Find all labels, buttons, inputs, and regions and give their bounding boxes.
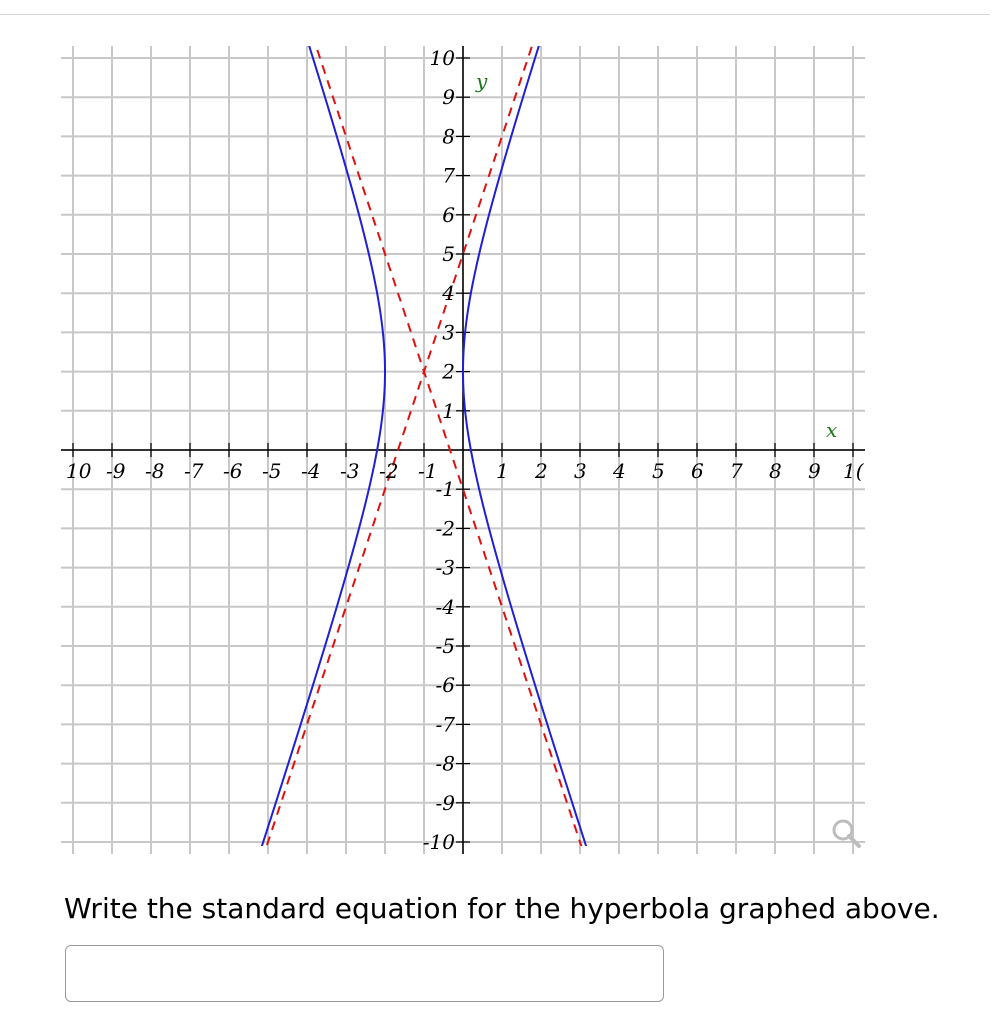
axes <box>61 46 865 854</box>
y-tick-label: -4 <box>435 594 455 619</box>
y-tick-label: -1 <box>435 477 455 502</box>
x-tick-label: -4 <box>301 459 321 483</box>
y-axis-label: y <box>476 69 488 93</box>
y-tick-label: -5 <box>435 634 455 658</box>
x-axis-label: x <box>826 418 838 442</box>
x-tick-label: -8 <box>145 459 165 483</box>
x-tick-label: 7 <box>730 459 743 483</box>
y-tick-label: -9 <box>435 790 455 815</box>
x-tick-label: 8 <box>769 459 782 483</box>
y-tick-label: 5 <box>442 242 455 266</box>
x-tick-label: -7 <box>184 459 204 483</box>
x-tick-label: 2 <box>535 459 548 483</box>
x-tick-label: -2 <box>379 459 399 483</box>
y-tick-label: 7 <box>442 163 455 188</box>
y-tick-label: 8 <box>442 124 455 149</box>
y-tick-label: 10 <box>429 46 455 70</box>
y-tick-label: -10 <box>422 830 455 854</box>
x-tick-label: 10 <box>66 459 92 483</box>
x-tick-label: 6 <box>691 459 704 483</box>
x-tick-label: 1 <box>496 459 509 483</box>
x-tick-label: -9 <box>106 459 126 483</box>
x-tick-label: 1( <box>843 459 864 483</box>
hyperbola-left-branch <box>0 0 385 870</box>
y-tick-label: -8 <box>435 751 455 776</box>
x-tick-label: -1 <box>418 459 438 483</box>
x-tick-label: -3 <box>340 459 360 483</box>
x-tick-label: 5 <box>652 459 665 483</box>
y-tick-label: 1 <box>442 398 455 423</box>
y-tick-label: 3 <box>442 320 455 345</box>
y-tick-label: -3 <box>435 555 455 580</box>
y-tick-label: -2 <box>435 516 455 541</box>
y-tick-label: 4 <box>442 281 455 306</box>
x-tick-label: -6 <box>223 459 243 483</box>
question-text: Write the standard equation for the hyperbola graphed above. <box>64 892 940 925</box>
y-tick-label: -7 <box>435 712 455 737</box>
x-tick-label: 3 <box>574 459 587 483</box>
y-tick-label: 6 <box>442 202 455 227</box>
y-tick-label: 9 <box>442 85 455 110</box>
x-tick-label: 4 <box>613 459 626 483</box>
x-tick-label: -5 <box>262 459 282 483</box>
y-tick-label: 2 <box>442 359 455 384</box>
x-tick-label: 9 <box>808 459 821 483</box>
y-tick-label: -6 <box>435 673 455 698</box>
answer-input[interactable] <box>65 945 664 1002</box>
